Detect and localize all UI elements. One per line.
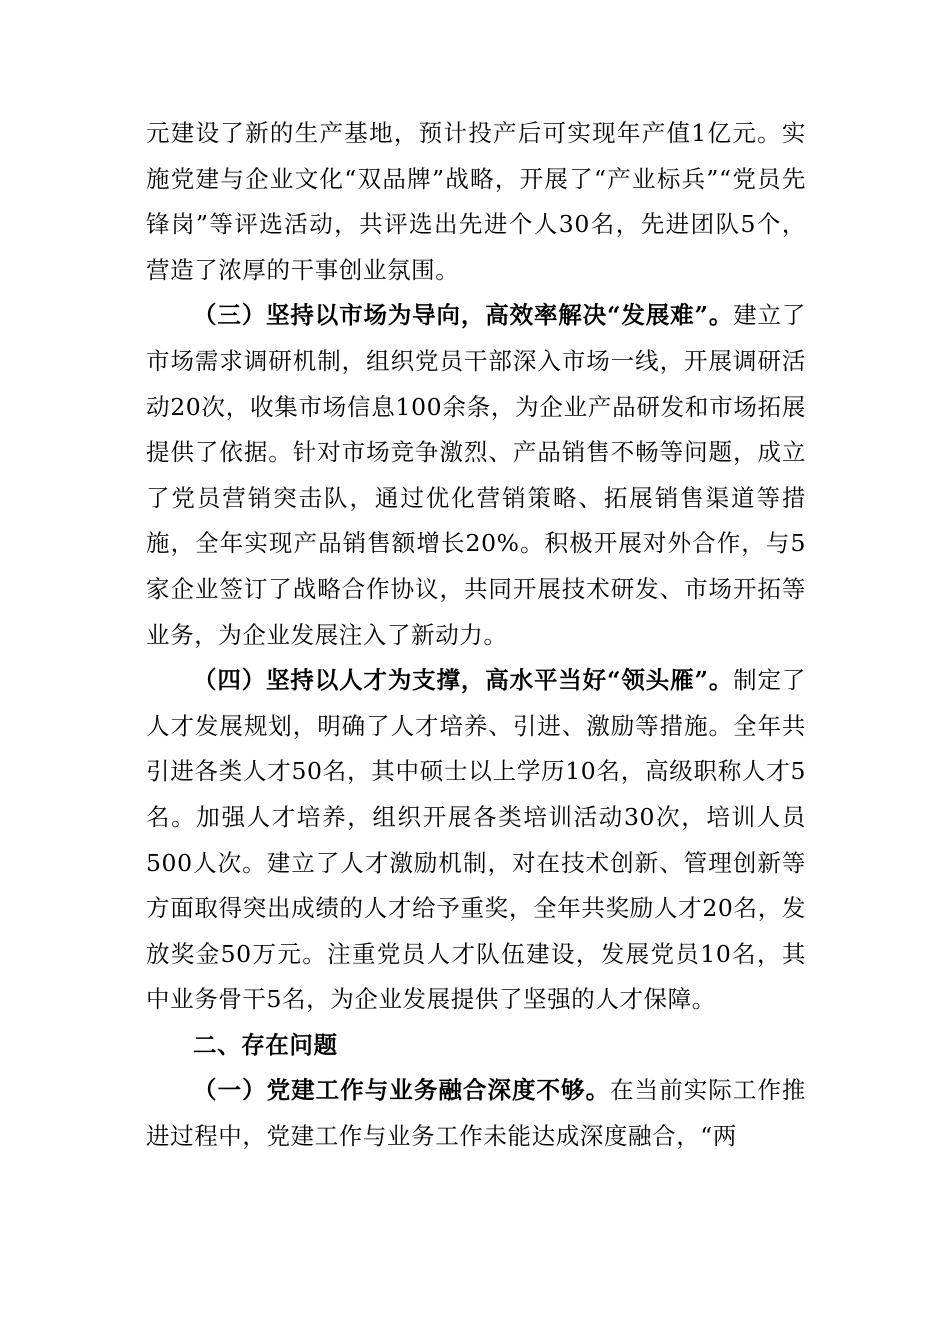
paragraph-problem-one: [146, 1068, 806, 1159]
paragraph-lead: （四）坚持以人才为支撑，高水平当好“领头雁”。: [193, 666, 734, 695]
paragraph-talent-support: [146, 658, 806, 1023]
section-heading: 二、存在问题: [193, 1030, 338, 1059]
paragraph-lead: （一）党建工作与业务融合深度不够。: [193, 1076, 611, 1105]
document-body: [146, 111, 806, 1160]
paragraph-text: 元建设了新的生产基地，预计投产后可实现年产值1亿元。实施党建与企业文化“双品牌”战略，开展了“产业标兵”“党员先锋岗”等评选活动，共评选出先进个人30名，先进团队5个，营造了浓厚的干事创业氛围。: [146, 119, 806, 284]
paragraph-market-orientation: [146, 293, 806, 658]
paragraph-lead: （三）坚持以市场为导向，高效率解决“发展难”。: [193, 301, 734, 330]
paragraph-continuation: [146, 111, 806, 293]
paragraph-text: 在当前实际工作推进过程中，党建工作与业务工作未能达成深度融合，“两: [146, 1076, 806, 1151]
paragraph-text: 制定了人才发展规划，明确了人才培养、引进、激励等措施。全年共引进各类人才50名，其中硕士以上学历10名，高级职称人才5名。加强人才培养，组织开展各类培训活动30次，培训人员500人次。建立了人才激励机制，对在技术创新、管理创新等方面取得突出成绩的人才给予重奖，全年共奖励人才20名，发放奖金50万元。注重党员人才队伍建设，发展党员10名，其中业务骨干5名，为企业发展提供了坚强的人才保障。: [146, 666, 806, 1014]
paragraph-text: 建立了市场需求调研机制，组织党员干部深入市场一线，开展调研活动20次，收集市场信息100余条，为企业产品研发和市场拓展提供了依据。针对市场竞争激烈、产品销售不畅等问题，成立了党员营销突击队，通过优化营销策略、拓展销售渠道等措施，全年实现产品销售额增长20%。积极开展对外合作，与5家企业签订了战略合作协议，共同开展技术研发、市场开拓等业务，为企业发展注入了新动力。: [146, 301, 806, 649]
